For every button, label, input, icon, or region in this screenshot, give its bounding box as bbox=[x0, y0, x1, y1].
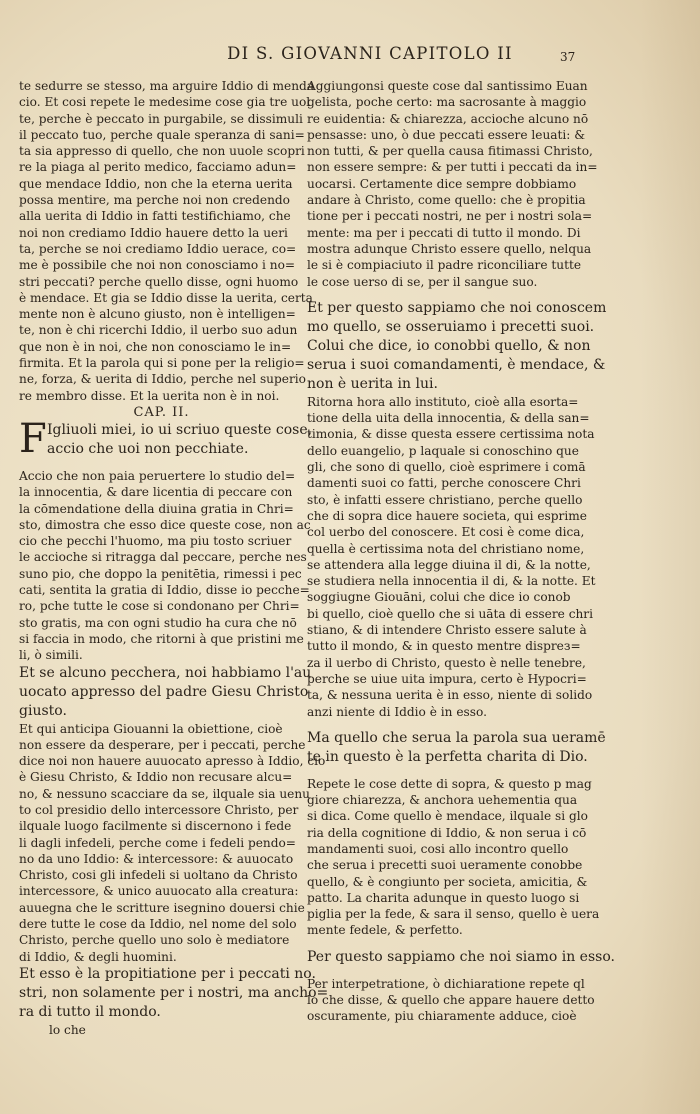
text-line: stiano, & di intendere Christo essere salute à bbox=[307, 623, 587, 638]
text-line: giusto. bbox=[19, 702, 67, 719]
text-line: se attendera alla legge diuina il di, & la notte, bbox=[307, 557, 591, 572]
text-line: quella è certissima nota del christiano nome, bbox=[307, 541, 585, 556]
text-line: suno pio, che doppo la penitētia, rimessi i pec bbox=[19, 566, 302, 581]
text-line: Accio che non paia peruertere lo studio del= bbox=[19, 468, 296, 483]
scripture-verse bbox=[19, 664, 312, 721]
text-line: si faccia in modo, che ritorni à que pristini me bbox=[19, 631, 304, 646]
text-line: che serua i precetti suoi ueramente conobbe bbox=[307, 858, 583, 873]
text-line: Et se alcuno pecchera, noi habbiamo l'au bbox=[19, 664, 312, 681]
text-line: soggiugne Giouāni, colui che dice io conob bbox=[307, 590, 571, 605]
left-column bbox=[19, 78, 329, 1084]
text-line: re la piaga al perito medico, facciamo adun= bbox=[19, 160, 297, 175]
text-line: le accioche si ritragga dal peccare, perche nes bbox=[19, 550, 307, 565]
text-line: sto, dimostra che esso dice queste cose, non ac bbox=[19, 517, 311, 532]
text-line: uocarsi. Certamente dice sempre dobbiamo bbox=[307, 176, 577, 191]
text-line: lo che disse, & quello che appare hauere detto bbox=[307, 993, 595, 1008]
text-line: Christo, cosi gli infedeli si uoltano da Christo bbox=[19, 868, 298, 883]
text-line: Colui che dice, io conobbi quello, & non bbox=[307, 337, 591, 354]
text-line: firmita. Et la parola qui si pone per la religio= bbox=[19, 356, 305, 371]
text-line: sto gratis, ma con ogni studio ha cura che nō bbox=[19, 615, 297, 630]
text-line: Per interpetratione, ò dichiaratione repete ql bbox=[307, 976, 585, 991]
text-line: mandamenti suoi, cosi allo incontro quello bbox=[307, 841, 569, 856]
text-line: te sedurre se stesso, ma arguire Iddio di menda bbox=[19, 79, 315, 93]
text-line: timonia, & disse questa essere certissima nota bbox=[307, 427, 595, 442]
text-line: bi quello, cioè quello che si uāta di essere chri bbox=[307, 606, 593, 621]
text-line: ta, perche se noi crediamo Iddio uerace, co= bbox=[19, 241, 297, 256]
text-line: perche se uiue uita impura, certo è Hypocri= bbox=[307, 671, 587, 686]
text-line: non è uerita in lui. bbox=[307, 375, 438, 392]
text-line: la innocentia, & dare licentia di peccare con bbox=[19, 485, 293, 500]
text-line: ro, pche tutte le cose si condonano per Chri= bbox=[19, 599, 300, 614]
text-line: li, ò simili. bbox=[19, 648, 83, 663]
text-line: mostra adunque Christo essere quello, nelqua bbox=[307, 241, 592, 256]
commentary-block bbox=[19, 721, 326, 965]
commentary-block bbox=[307, 976, 595, 1025]
text-line: col uerbo del conoscere. Et cosi è come dica, bbox=[307, 525, 585, 540]
text-line: tutto il mondo, & in questo mentre dispreз= bbox=[307, 639, 581, 654]
text-line: serua i suoi comandamenti, è mendace, & bbox=[307, 356, 606, 373]
text-line: non essere sempre: & per tutti i peccati da in= bbox=[307, 160, 598, 175]
text-line: si dica. Come quello è mendace, ilquale si glo bbox=[307, 809, 588, 824]
text-line: noi non crediamo Iddio hauere detto la ueri bbox=[19, 225, 288, 240]
text-line: ta sia appresso di quello, che non uuole scopri bbox=[19, 144, 305, 159]
text-line: damenti suoi co fatti, perche conoscere Chri bbox=[307, 476, 581, 491]
text-line: te, perche è peccato in purgabile, se dissimuli bbox=[19, 111, 303, 126]
text-line: intercessore, & unico auuocato alla creatura: bbox=[19, 884, 299, 899]
text-line: te in questo è la perfetta charita di Dio. bbox=[307, 748, 588, 765]
scripture-verse bbox=[307, 948, 615, 967]
text-line: non tutti, & per quella causa fitimassi Christo, bbox=[307, 144, 593, 159]
scripture-verse bbox=[19, 415, 313, 462]
text-line: mente fedele, & perfetto. bbox=[307, 923, 463, 938]
text-line: Et esso è la propitiatione per i peccati no. bbox=[19, 965, 316, 982]
text-line: Et qui anticipa Giouanni la obiettione, cioè bbox=[19, 721, 283, 736]
text-line: dere tutte le cose da Iddio, nel nome del solo bbox=[19, 917, 297, 932]
text-line: la cōmendatione della diuina gratia in Chri= bbox=[19, 501, 294, 516]
text-line: oscuramente, piu chiaramente adduce, cioè bbox=[307, 1009, 577, 1024]
text-line: Igliuoli miei, io ui scriuo queste cose, bbox=[47, 421, 313, 438]
text-line: accio che uoi non pecchiate. bbox=[47, 440, 249, 457]
text-line: Ritorna hora allo instituto, cioè alla esorta= bbox=[307, 394, 579, 409]
text-line: ria della cognitione di Iddio, & non serua i cō bbox=[307, 825, 587, 840]
text-line: Per questo sappiamo che noi siamo in esso. bbox=[307, 948, 615, 965]
text-line: cati, sentita la gratia di Iddio, disse io pecche= bbox=[19, 583, 310, 598]
text-line: mo quello, se osseruiamo i precetti suoi. bbox=[307, 318, 595, 335]
text-line: ne, forza, & uerita di Iddio, perche nel superio bbox=[19, 372, 306, 387]
text-line: quello, & è congiunto per societa, amicitia, & bbox=[307, 874, 588, 889]
text-line: mente non è alcuno giusto, non è intelligen= bbox=[19, 307, 296, 322]
text-line: le cose uerso di se, per il sangue suo. bbox=[307, 274, 538, 289]
running-title: DI S. GIOVANNI CAPITOLO II bbox=[227, 44, 513, 63]
drop-capital: F bbox=[19, 415, 47, 462]
text-line: Ma quello che serua la parola sua ueramē bbox=[307, 729, 606, 746]
text-line: re membro disse. Et la uerita non è in noi. bbox=[19, 388, 280, 403]
text-line: que mendace Iddio, non che la eterna uerita bbox=[19, 176, 293, 191]
text-line: stri, non solamente per i nostri, ma ancho= bbox=[19, 984, 329, 1001]
text-line: il peccato tuo, perche quale speranza di sani= bbox=[19, 127, 305, 142]
text-line: ilquale luogo facilmente si discernono i fede bbox=[19, 819, 292, 834]
chapter-heading: CAP. II. bbox=[133, 404, 190, 420]
text-line: ra di tutto il mondo. bbox=[19, 1003, 161, 1020]
right-column bbox=[307, 78, 615, 1078]
text-line: piglia per la fede, & sara il senso, quello è uera bbox=[307, 907, 600, 922]
text-line: è mendace. Et gia se Iddio disse la uerita, certa bbox=[19, 290, 313, 305]
text-line: che di sopra dice hauere societa, qui esprime bbox=[307, 508, 587, 523]
text-line: Et per questo sappiamo che noi conoscem bbox=[307, 299, 607, 316]
text-line: auuegna che le scritture isegnino douersi chie bbox=[19, 900, 305, 915]
folio-number: 37 bbox=[560, 50, 576, 64]
text-line: dice noi non hauere auuocato apresso à Iddio, cio bbox=[19, 754, 326, 769]
text-line: le si è compiaciuto il padre riconciliare tutte bbox=[307, 258, 582, 273]
commentary-block bbox=[307, 394, 596, 720]
text-line: di Iddio, & degli huomini. bbox=[19, 949, 177, 964]
text-line: me è possibile che noi non conosciamo i no= bbox=[19, 258, 296, 273]
text-line: Repete le cose dette di sopra, & questo p mag bbox=[307, 776, 592, 791]
text-line: tione della uita della innocentia, & della san= bbox=[307, 411, 590, 426]
text-line: è Giesu Christo, & Iddio non recusare alcu= bbox=[19, 770, 293, 785]
text-line: mente: ma per i peccati di tutto il mondo. Di bbox=[307, 225, 581, 240]
text-line: Christo, perche quello uno solo è mediatore bbox=[19, 933, 290, 948]
text-line: to col presidio dello intercessore Christo, per bbox=[19, 802, 299, 817]
scripture-verse bbox=[307, 299, 607, 394]
text-line: que non è in noi, che non conosciamo le in= bbox=[19, 339, 292, 354]
text-line: stri peccati? perche quello disse, ogni huomo bbox=[19, 274, 299, 289]
text-line: giore chiarezza, & anchora uehementia qua bbox=[307, 793, 578, 808]
text-line: se studiera nella innocentia il di, & la notte. Et bbox=[307, 574, 596, 589]
text-line: alla uerita di Iddio in fatti testifichiamo, che bbox=[19, 209, 291, 224]
text-line: gelista, poche certo: ma sacrosante à maggio bbox=[307, 95, 587, 110]
text-line: tione per i peccati nostri, ne per i nostri sola= bbox=[307, 209, 593, 224]
scripture-verse bbox=[307, 729, 606, 767]
text-line: no da uno Iddio: & intercessore: & auuocato bbox=[19, 851, 294, 866]
text-line: andare à Christo, come quello: che è propitia bbox=[307, 193, 586, 208]
text-line: ta, & nessuna uerita è in esso, niente di solido bbox=[307, 688, 593, 703]
text-line: sto, è infatti essere christiano, perche quello bbox=[307, 492, 583, 507]
commentary-block bbox=[307, 78, 598, 290]
scripture-verse bbox=[19, 965, 329, 1022]
commentary-block bbox=[307, 776, 600, 939]
text-line: re euidentia: & chiarezza, accioche alcuno nō bbox=[307, 111, 589, 126]
text-line: non essere da desperare, per i peccati, perche bbox=[19, 737, 306, 752]
text-line: anzi niente di Iddio è in esso. bbox=[307, 704, 487, 719]
text-line: dello euangelio, p laquale si conoschino que bbox=[307, 443, 579, 458]
catchword: lo che bbox=[49, 1022, 86, 1037]
text-line: gli, che sono di quello, cioè esprimere i comā bbox=[307, 460, 586, 475]
text-line: cio. Et cosi repete le medesime cose gia tre uol bbox=[19, 95, 311, 110]
text-line: patto. La charita adunque in questo luogo si bbox=[307, 890, 580, 905]
commentary-block bbox=[19, 468, 311, 664]
text-line: uocato appresso del padre Giesu Christo bbox=[19, 683, 309, 700]
text-line: li dagli infedeli, perche come i fedeli pendo= bbox=[19, 835, 296, 850]
text-line: Aggiungonsi queste cose dal santissimo Euan bbox=[307, 79, 588, 93]
text-line: pensasse: uno, ò due peccati essere leuati: & bbox=[307, 127, 586, 142]
text-line: no, & nessuno scacciare da se, ilquale sia uenu bbox=[19, 786, 310, 801]
commentary-block bbox=[19, 78, 315, 404]
text-line: za il uerbo di Christo, questo è nelle tenebre, bbox=[307, 655, 586, 670]
paper-shading bbox=[640, 0, 700, 1114]
text-line: cio che pecchi l'huomo, ma piu tosto scriuer bbox=[19, 534, 292, 549]
text-line: te, non è chi ricerchi Iddio, il uerbo suo adun bbox=[19, 323, 298, 338]
text-line: possa mentire, ma perche noi non credendo bbox=[19, 193, 290, 208]
